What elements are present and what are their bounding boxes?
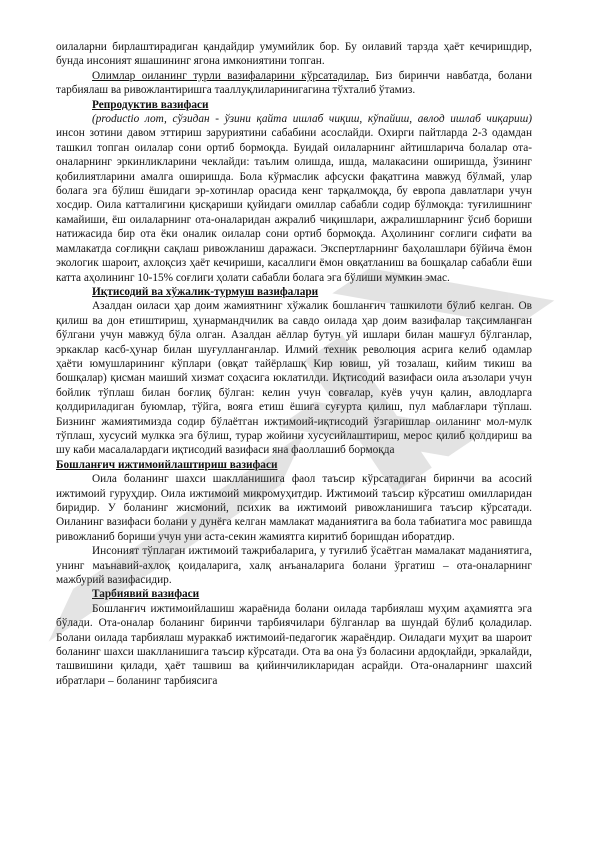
paragraph-educational xyxy=(56,602,532,688)
document-page xyxy=(56,40,532,688)
paragraph-economic xyxy=(56,299,532,457)
paragraph-text: инсон зотини давом эттириш заруриятини сабабини асослайди. Охирги пайтларда 2-3 одамдан ташкил топган оилалар сони ортиб бормоқда. Буидай оилаларнинг айтишларича болалар ота-оналарнинг эркинликларини чеклайди: таълим олишда, ишда, малакасини оширишда, ўзининг қобилиятларини амалга оширишда. Бола кўрмаслик афсуски фақатгина мавжуд бўлмай, улар болага эга бўлиш ёшидаги эр-хотинлар орасида кенг тарқалмоқда, бу европа давлатлари учун хосдир. Оила катталигини қисқариши қуйидаги омиллар сабабли содир бўлмоқда: туғилишнинг камайиши, ёш оилаларнинг ота-оналаридан ажралиб чиқишлари, ажралишларнинг ўсиб бориши натижасида бир ота ёки оналик оилалар сони ортиб бормоқда. Аҳолининг соғлиги сифати ва мамлакатда соғлиқни сақлаш ривожланиш даражаси. Экспертларнинг баҳолашлари бўйича ёмон экологик шароит, ахлоқсиз ҳаёт кечириши, касаллиги ёмон овқатланиш ва бошқалар сабабли ёши катта аҳолининг 10-15% соғлиги ҳолати сабабли болага эга бўлиши мумкин эмас. xyxy=(56,127,532,284)
italic-etymology: (productio лот, сўзидан - ўзини қайта ишлаб чиқиш, кўпайиш, авлод ишлаб чиқариш) xyxy=(92,113,532,126)
section-heading-socialization: Бошланғич ижтимоийлаштириш вазифаси xyxy=(56,458,278,471)
paragraph-socialization xyxy=(56,472,532,544)
paragraph-text: Азалдан оилаcи ҳар доим жамиятнинг хўжалик бошланғич ташкилоти бўлиб келган. Ов қилиш ва дон етиштириш, ҳунармандчилик ва савдо оилада ҳар доим вазифалар тақсимланган бўлгани учун мавжуд бўла олган. Азалдан аёллар бутун уй ишлари билан машғул бўлганлар, эркаклар касб-ҳунар билан шуғулланганлар. Илмий техник революция асрига келиб одамлар ҳаёти юмушларининг кўплари (овқат тайёрлашқ Кир ювиш, уй тозалаш, кийим тикиш ва бошқалар) қисман маиший хизмат соҳасига юклатилди. Иқтисодий вазифаси оила аъзолари учун бойлик тўплаш билан боғлиқ бўлган: келин учун совғалар, куёв учун қалин, авлодларга қолдириладиган буюмлар, тўйга, вояга етиш ёшига суғурта қилиш, пул маблағлари тўплаш. Бизнинг жамиятимизда содир бўлаётган ижтимоий-иқтисодий ўзгаришлар оиланинг мол-мулк тўплаш, хусусий мулкка эга бўлиш, турар жойини хусусийлаштириш, мерос қилиб қолдириш ва шу каби масалалардаги иқтисодий вазифаси яна фаоллашиб бормоқда xyxy=(56,300,532,457)
paragraph-text: Инсоният тўплаган ижтимоий тажрибаларига, у туғилиб ўсаётган мамалакат маданиятига, унинг маънавий-ахлоқ қоидаларига, халқ анъаналарига болани ўргатиш – ота-оналарнинг мажбурий вазифасидир. xyxy=(56,545,532,587)
section-heading-educational: Тарбиявий вазифаси xyxy=(92,588,200,601)
section-heading-economic: Иқтисодий ва хўжалик-турмуш вазифалари xyxy=(92,285,319,298)
paragraph-text: Биз биринчи навбатда, болани тарбиялаш ва ривожлантиришга тааллуқлиларинигагина тўхталиб ўтамиз. xyxy=(56,69,532,97)
paragraph-text: Бошланғич ижтимоийлашиш жараёнида болани оилада тарбиялаш муҳим аҳамиятга эга бўлади. Ота-оналар боланинг биринчи тарбиячилари бўлганлар ва шундай бўлиб қоладилар. Болани оилада тарбиялаш мураккаб ижтимоий-педагогик жараёндир. Оиладаги муҳит ва шароит боланинг шахси шаклланишига таъсир кўрсатади. Ота ва она ўз боласини ардоқлайди, эркалайди, ташвишини қилади, ҳаёт ташвиш ва қийинчиликларидан асрайди. Ота-оналарнинг шахсий ибратлари – боланинг тарбиясига xyxy=(56,602,532,687)
paragraph-text: оилаларни бирлаштирадиган қандайдир умумийлик бор. Бу оилавий тарзда ҳаёт кечиришдир, бунда инсоният яшашининг ягона имкониятини топган. xyxy=(56,41,532,68)
paragraph-functions-intro xyxy=(56,69,532,98)
section-heading-reproductive: Репродуктив вазифаси xyxy=(92,98,209,111)
paragraph-reproductive xyxy=(56,112,532,285)
paragraph-socialization-2 xyxy=(56,544,532,587)
paragraph-text: Оила боланинг шахси шаклланишига фаол таъсир кўрсатадиган биринчи ва асосий ижтимоий гуруҳдир. Оила ижтимоий микромуҳитдир. Ижтимоий таъсир кўрсатиш омилларидан биридир. У боланинг жисмоний, психик ва ижтимоий ривожланишига таъсир кўрсатади. Оиланинг вазифаси болани у дунёга келган мамлакат маданиятига ва бола табиатига мос равишда ривожланиб бориши учун уни аста-секин жамиятга киритиб боришдан иборатдир. xyxy=(56,473,532,543)
paragraph-intro-continued xyxy=(56,40,532,69)
underlined-sentence: Олимлар оиланинг турли вазифаларини кўрсатадилар. xyxy=(92,69,369,82)
